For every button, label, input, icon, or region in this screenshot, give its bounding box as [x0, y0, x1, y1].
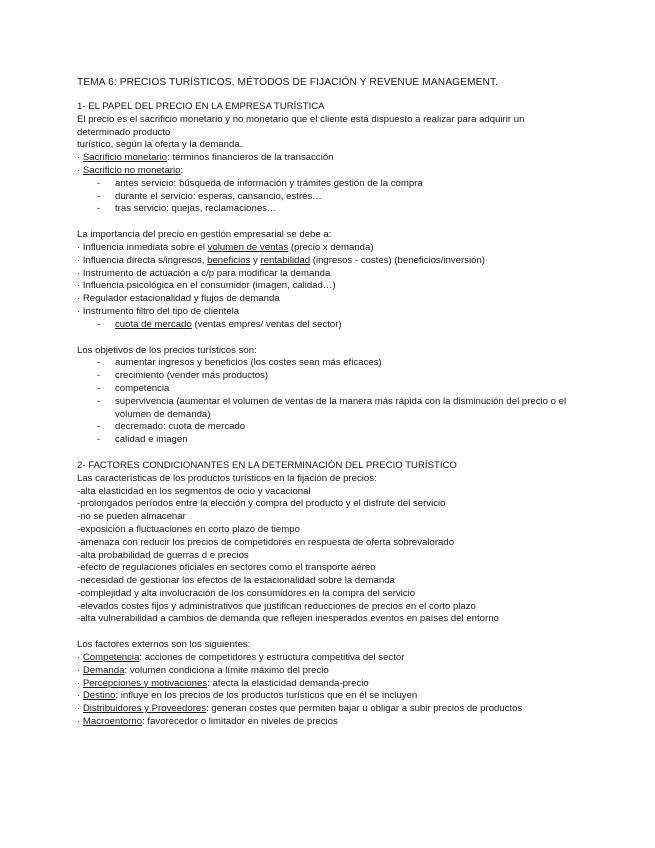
bullet-marker: ·: [77, 241, 81, 253]
dash-list-item: - supervivencia (aumentar el volumen de ventas de la manera más rápida con la disminución del precio o el volumen de demanda): [77, 396, 597, 422]
bullet-item: · Regulador estacionalidad y flujos de demanda: [77, 293, 280, 305]
bullet-marker: ·: [77, 716, 81, 728]
external-factor-item: · Percepciones y motivaciones: afecta la elasticidad demanda-precio: [77, 677, 369, 689]
bullet-marker: ·: [77, 293, 81, 305]
bullet-marker: ·: [77, 280, 81, 292]
objectives-intro: Los objetivos de los precios turísticos son:: [77, 344, 257, 356]
bullet-marker: ·: [77, 677, 81, 689]
bullet-marker: ·: [77, 152, 81, 164]
bullet-marker: ·: [77, 690, 81, 702]
bullet-item: · Instrumento filtro del tipo de clientela: [77, 305, 240, 317]
term: Sacrificio monetario: [82, 152, 168, 164]
characteristic-item: -alta elasticidad en los segmentos de ocio y vacacional: [77, 485, 311, 497]
characteristic-item: -necesidad de gestionar los efectos de la estacionalidad sobre la demanda: [77, 575, 395, 587]
characteristic-item: -elevados costes fijos y administrativos que justifican reducciones de precios en el corto plazo: [77, 600, 476, 612]
document-page: [77, 76, 597, 729]
dash-marker: -: [97, 203, 101, 215]
dash-marker: -: [97, 434, 101, 446]
dash-list-item: - calidad e imagen: [77, 434, 597, 447]
bullet-marker: ·: [77, 267, 81, 279]
paragraph-line: turístico, según la oferta y la demanda.: [77, 139, 243, 151]
dash-list-item: - competencia: [77, 383, 597, 396]
external-factor-item: · Distribuidores y Proveedores: generan costes que permiten bajar u obligar a subir precios de productos: [77, 703, 523, 715]
characteristic-item: -prolongados períodos entre la elección y compra del producto y el disfrute del servicio: [77, 498, 446, 510]
dash-marker: -: [97, 318, 101, 330]
characteristic-item: -complejidad y alta involucración de los consumidores en la compra del servicio: [77, 587, 416, 599]
section-1-heading: 1- EL PAPEL DEL PRECIO EN LA EMPRESA TURÍSTICA: [77, 101, 325, 112]
external-factor-item: · Macroentorno: favorecedor o limitador en niveles de precios: [77, 716, 338, 728]
characteristic-item: -exposición a fluctuaciones en corto plazo de tiempo: [77, 523, 300, 535]
dash-marker: -: [97, 382, 101, 394]
external-factor-item: · Competencia: acciones de competidores y estructura competitiva del sector: [77, 652, 405, 664]
dash-list-item: - crecimiento (vender más productos): [77, 370, 597, 383]
paragraph-line: El precio es el sacrificio monetario y no monetario que el cliente está dispuesto a realizar para adquirir un: [77, 113, 525, 125]
bullet-marker: ·: [77, 703, 81, 715]
importance-intro: La importancia del precio en gestión empresarial se debe a:: [77, 229, 332, 241]
external-factor-item: · Destino: influye en los precios de los productos turísticos que en él se incluyen: [77, 690, 418, 702]
dash-marker: -: [97, 357, 101, 369]
characteristics-intro: Las características de los productos turísticos en la fijación de precios:: [77, 472, 377, 484]
dash-marker: -: [97, 395, 101, 407]
dash-list-item: - tras servicio: quejas, reclamaciones…: [77, 203, 597, 216]
bullet-marker: ·: [77, 664, 81, 676]
dash-list-item: - antes servicio: búsqueda de información y trámites gestión de la compra: [77, 178, 597, 191]
dash-marker: -: [97, 421, 101, 433]
external-factors-intro: Los factores externos son los siguientes:: [77, 639, 251, 651]
bullet-marker: ·: [77, 305, 81, 317]
bullet-item: · Influencia directa s/ingresos, beneficios y rentabilidad (ingresos - costes) (beneficios/inversión): [77, 254, 485, 266]
dash-list-item: - durante el servicio: esperas, cansancio, estrés…: [77, 191, 597, 204]
dash-marker: -: [97, 177, 101, 189]
bullet-item: · Influencia psicológica en el consumidor (imagen, calidad…): [77, 280, 336, 292]
bullet-marker: ·: [77, 652, 81, 664]
bullet-marker: ·: [77, 254, 81, 266]
dash-marker: -: [97, 190, 101, 202]
characteristic-item: -amenaza con reducir los precios de competidores en respuesta de oferta sobrevalorado: [77, 536, 455, 548]
bullet-item: · Influencia inmediata sobre el volumen de ventas (precio x demanda): [77, 241, 374, 253]
bullet-marker: ·: [77, 164, 81, 176]
section-2-heading: 2- FACTORES CONDICIONANTES EN LA DETERMINACIÓN DEL PRECIO TURÍSTICO: [77, 459, 457, 471]
characteristic-item: -alta vulnerabilidad a cambios de demanda que reflejen inesperados eventos en países del entorno: [77, 613, 499, 625]
characteristic-item: -alta probabilidad de guerras d e precios: [77, 549, 249, 561]
dash-list-item: - cuota de mercado (ventas empres/ ventas del sector): [77, 319, 597, 332]
paragraph-line: determinado producto: [77, 126, 171, 138]
characteristic-item: -no se pueden almacenar: [77, 511, 186, 523]
term-description: :: [180, 164, 184, 176]
external-factor-item: · Demanda: volumen condiciona a límite máximo del precio: [77, 664, 329, 676]
bullet-sacrificio-monetario: [77, 152, 597, 165]
dash-marker: -: [97, 370, 101, 382]
dash-list-item: - aumentar ingresos y beneficios (los costes sean más eficaces): [77, 357, 597, 370]
bullet-sacrificio-no-monetario: [77, 165, 597, 178]
term: Sacrificio no monetario: [82, 164, 181, 176]
characteristic-item: -efecto de regulaciones oficiales en sectores como el transporte aéreo: [77, 562, 376, 574]
dash-list-item: - decremado: cuota de mercado: [77, 421, 597, 434]
term-description: : términos financieros de la transacción: [167, 152, 334, 164]
document-title: TEMA 6: PRECIOS TURÍSTICOS, MÉTODOS DE FIJACIÓN Y REVENUE MANAGEMENT.: [77, 77, 499, 88]
bullet-item: · Instrumento de actuación a c/p para modificar la demanda: [77, 267, 331, 279]
